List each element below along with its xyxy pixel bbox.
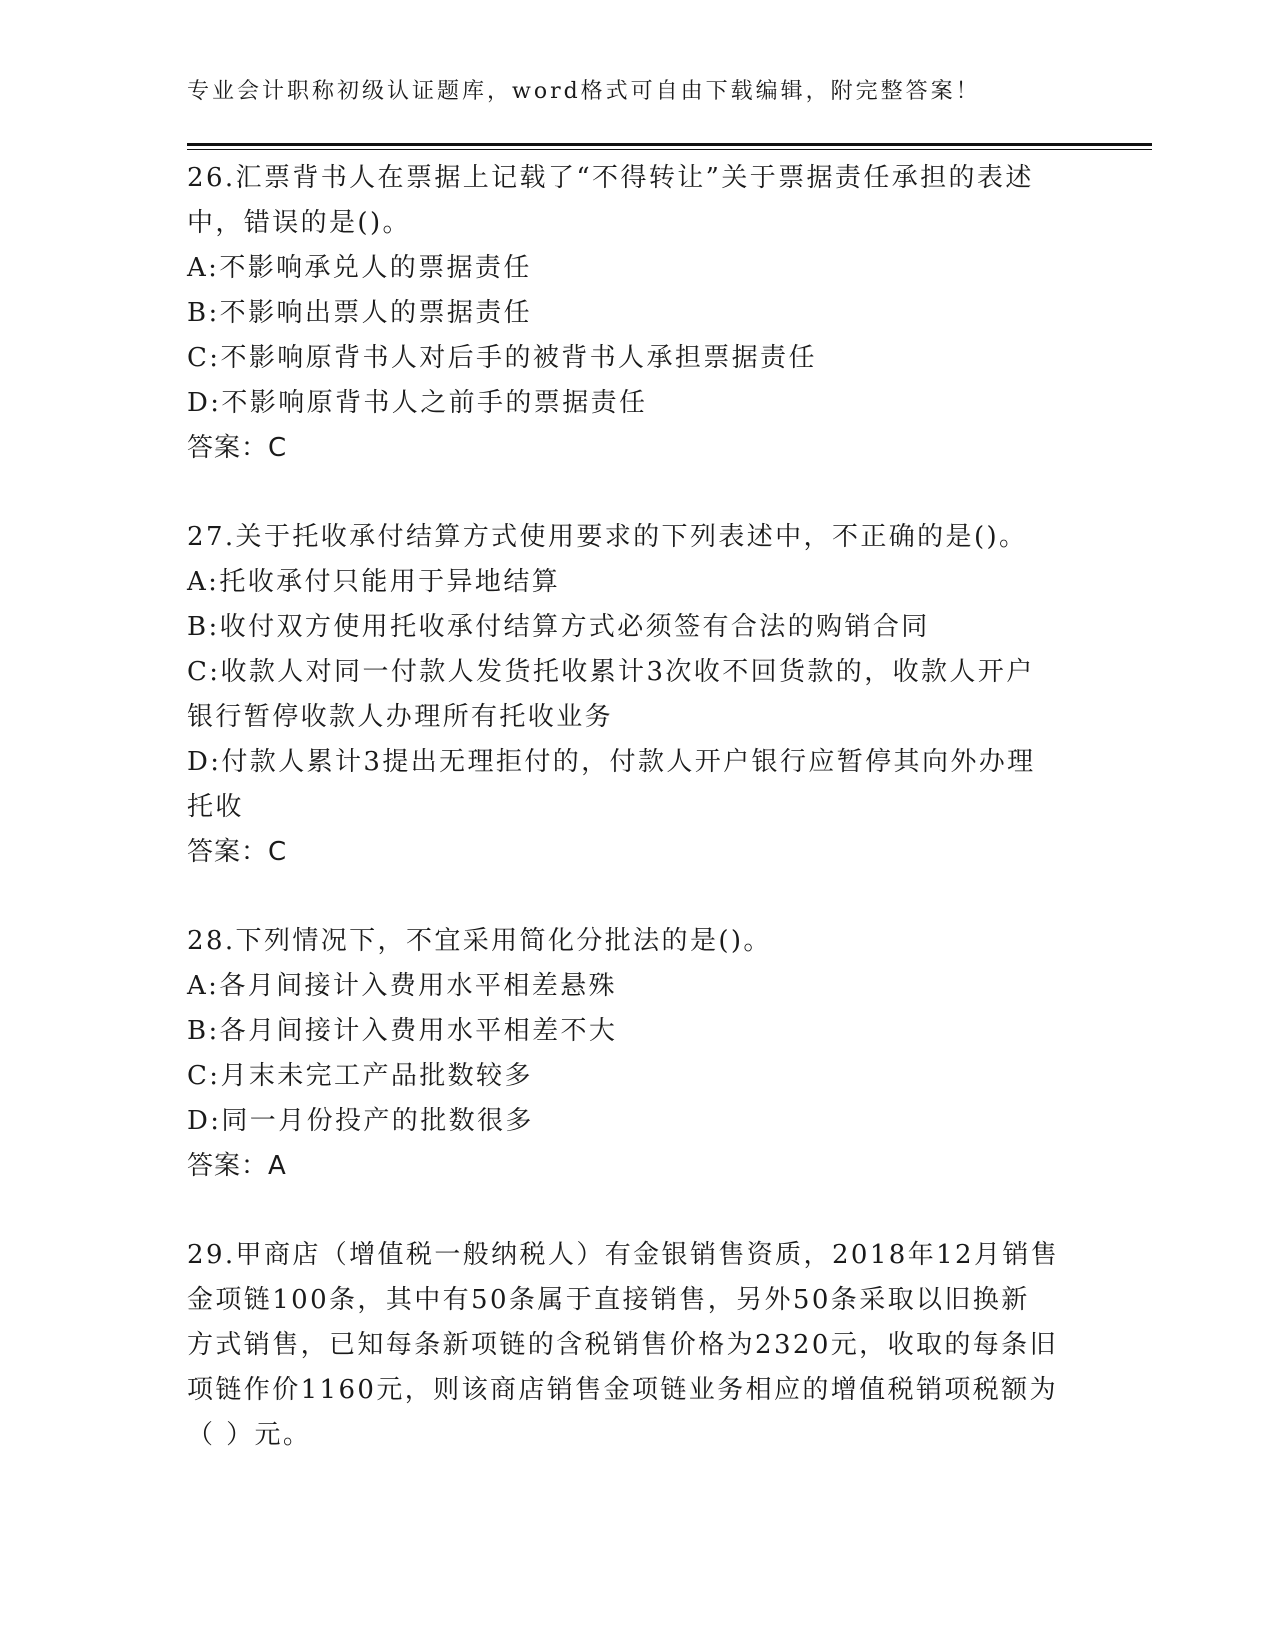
question-stem-line: （ ）元。 [187,1420,312,1450]
option-c: C:月末未完工产品批数较多 [187,1061,533,1091]
answer-line: 答案：C [187,837,288,867]
header-rule-thin [187,149,1152,150]
page-header: 专业会计职称初级认证题库，word格式可自由下载编辑，附完整答案！ [187,79,981,104]
option-a: A:各月间接计入费用水平相差悬殊 [187,971,617,1001]
option-d: D:付款人累计3提出无理拒付的，付款人开户银行应暂停其向外办理 [187,747,1036,777]
option-b: B:收付双方使用托收承付结算方式必须签有合法的购销合同 [187,612,930,642]
question-spacer [187,471,1087,515]
question-stem-line: 金项链100条，其中有50条属于直接销售，另外50条采取以旧换新 [187,1285,1030,1315]
question-28 [187,919,1087,1189]
header-rule-thick [187,143,1152,146]
question-29 [187,1233,1087,1458]
question-stem-line: 项链作价1160元，则该商店销售金项链业务相应的增值税销项税额为 [187,1375,1058,1405]
question-stem-line: 27.关于托收承付结算方式使用要求的下列表述中，不正确的是()。 [187,522,1028,552]
question-stem-line: 26.汇票背书人在票据上记载了“不得转让”关于票据责任承担的表述 [187,163,1034,193]
option-a: A:托收承付只能用于异地结算 [187,567,561,597]
option-c-continued: 银行暂停收款人办理所有托收业务 [187,702,614,732]
option-c: C:收款人对同一付款人发货托收累计3次收不回货款的，收款人开户 [187,657,1035,687]
option-d-continued: 托收 [187,792,244,822]
option-b: B:各月间接计入费用水平相差不大 [187,1016,618,1046]
question-spacer [187,1189,1087,1233]
option-b: B:不影响出票人的票据责任 [187,298,533,328]
question-27 [187,515,1087,875]
question-stem-line: 中，错误的是()。 [187,208,411,238]
option-c: C:不影响原背书人对后手的被背书人承担票据责任 [187,343,817,373]
answer-line: 答案：A [187,1151,287,1181]
option-d: D:同一月份投产的批数很多 [187,1106,534,1136]
question-stem-line: 29.甲商店（增值税一般纳税人）有金银销售资质，2018年12月销售 [187,1240,1060,1270]
option-a: A:不影响承兑人的票据责任 [187,253,532,283]
question-spacer [187,875,1087,919]
option-d: D:不影响原背书人之前手的票据责任 [187,388,648,418]
question-list [187,156,1087,1458]
answer-line: 答案：C [187,433,288,463]
question-26 [187,156,1087,471]
question-stem-line: 方式销售，已知每条新项链的含税销售价格为2320元，收取的每条旧 [187,1330,1058,1360]
question-stem-line: 28.下列情况下，不宜采用简化分批法的是()。 [187,926,772,956]
